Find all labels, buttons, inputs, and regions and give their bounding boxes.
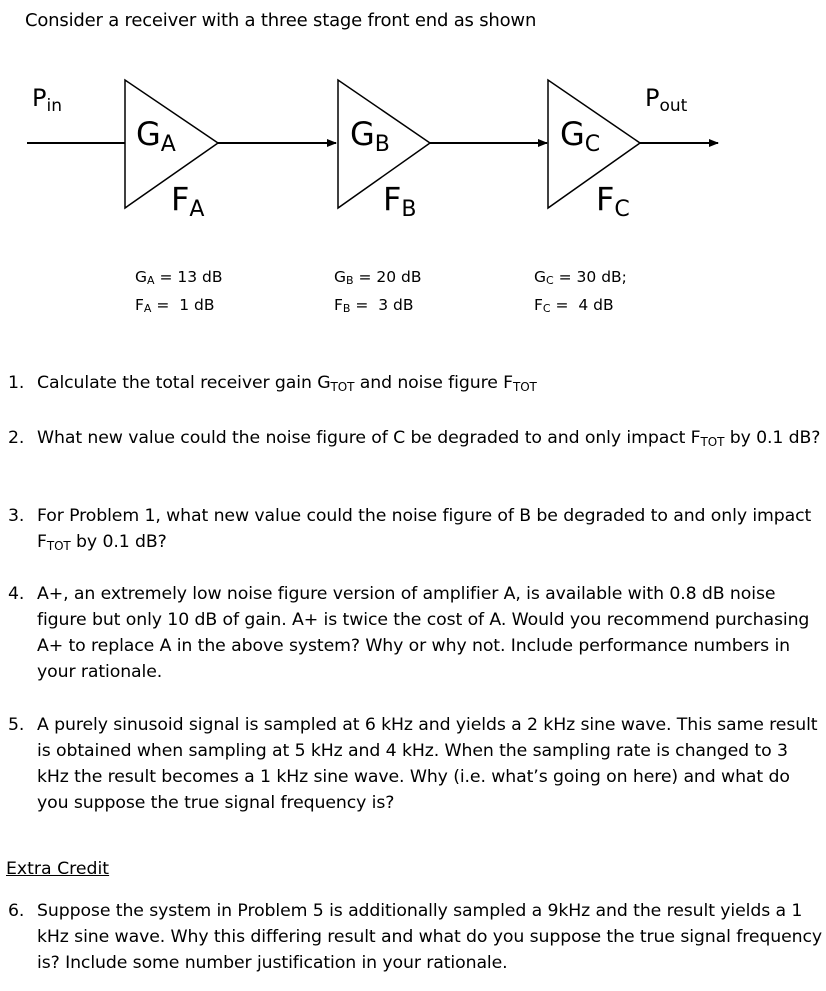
question-text: For Problem 1, what new value could the noise figure of B be degraded to and only impact $F_{TOT}$ by 0.1 dB? (37, 506, 812, 553)
question-text: Suppose the system in Problem 5 is additionally sampled a 9kHz and the result yields a 1 kHz sine wave. Why this differing result and what do you suppose the true signal frequency is? Include some number justification in your rationale. (37, 901, 823, 973)
question-text: What new value could the noise figure of C be degraded to and only impact $F_{TOT}$ by 0.1 dB? (37, 428, 821, 449)
stage-b-nf-label: FB (383, 180, 417, 222)
question-number: 4. (8, 584, 25, 604)
question-text: A purely sinusoid signal is sampled at 6 kHz and yields a 2 kHz sine wave. This same result is obtained when sampling at 5 kHz and 4 kHz. When the sampling rate is changed to 3 kHz the result becomes a 1 kHz sine wave. Why (i.e. what’s going on here) and what do you suppose the true signal frequency is? (37, 715, 818, 813)
stage-a-gain-spec: $G_A = 13$ dB (135, 268, 223, 287)
pout-label: $P_{out}$ (645, 84, 688, 116)
receiver-block-diagram (0, 60, 826, 240)
pin-label: $P_{in}$ (32, 84, 62, 116)
stage-b-nf-spec: $F_B = 3$ dB (334, 296, 414, 315)
stage-a-nf-label: FA (171, 180, 205, 222)
question-number: 3. (8, 506, 25, 526)
stage-b-specs (334, 265, 422, 321)
question-text: Calculate the total receiver gain $G_{TOT}$ and noise figure $F_{TOT}$ (37, 373, 537, 394)
stage-c-nf-label: FC (596, 180, 630, 222)
stage-c-nf-spec: $F_C = 4$ dB (534, 296, 614, 315)
question-number: 1. (8, 373, 25, 393)
stage-c-specs (534, 265, 627, 321)
question-number: 6. (8, 901, 25, 921)
intro-text: Consider a receiver with a three stage front end as shown (25, 10, 537, 31)
question-number: 2. (8, 428, 25, 448)
stage-a-specs (135, 265, 223, 321)
stage-a-gain-label: GA (136, 115, 176, 157)
stage-c-gain-label: GC (560, 115, 601, 157)
stage-a-nf-spec: $F_A = 1$ dB (135, 296, 215, 315)
question-number: 5. (8, 715, 25, 735)
stage-b-gain-spec: $G_B = 20$ dB (334, 268, 422, 287)
stage-b-gain-label: GB (350, 115, 390, 157)
extra-credit-heading: Extra Credit (6, 859, 110, 879)
question-text: A+, an extremely low noise figure version of amplifier A, is available with 0.8 dB noise figure but only 10 dB of gain. A+ is twice the cost of A. Would you recommend purchasing A+ to replace A in the above system? Why or why not. Include performance numbers in your rationale. (37, 584, 810, 682)
stage-c-gain-spec: $G_C = 30$ dB; (534, 268, 627, 287)
